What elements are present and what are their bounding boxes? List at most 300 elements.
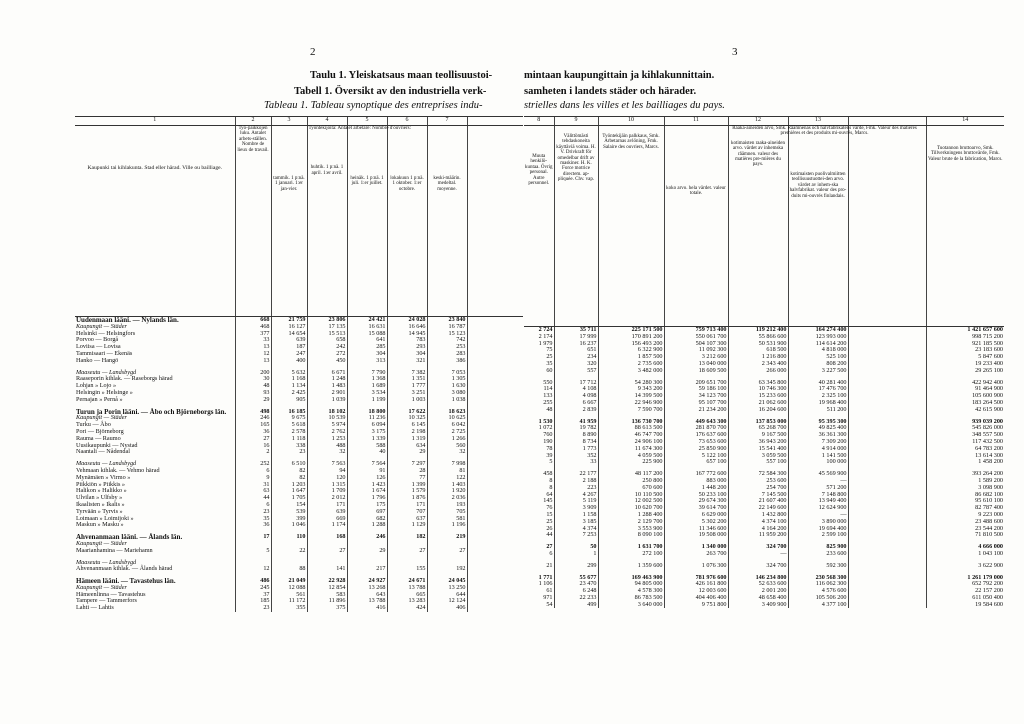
cell: 504 107 300 <box>664 341 728 348</box>
cell: 4 059 500 <box>598 453 664 460</box>
cell: 1 174 <box>307 522 347 529</box>
cell: 12 088 <box>271 585 307 592</box>
cell: 4 377 100 <box>788 602 848 609</box>
cell: 190 <box>543 437 553 445</box>
cell: 2 762 <box>307 429 347 436</box>
cell: 23 488 600 <box>926 519 1004 526</box>
cell: 10 325 <box>387 415 427 422</box>
cell: 77 <box>387 475 427 482</box>
cell: 3 534 <box>347 390 387 397</box>
cell: 123 993 000 <box>788 334 848 341</box>
cell: 119 212 400 <box>728 327 788 334</box>
cell: 23 544 200 <box>926 526 1004 533</box>
cell: 24 927 <box>347 578 387 585</box>
cell: 2 174 <box>538 332 553 340</box>
row-label: Hämeen lääni. — Tavastehus län. <box>76 577 176 586</box>
cell: 550 <box>543 378 553 386</box>
cell: 133 <box>543 392 553 400</box>
cell: 54 <box>546 600 553 608</box>
cell: 16 185 <box>271 409 307 416</box>
cell: 1 920 <box>427 488 467 495</box>
header-semi-domestic: kotimaisten puolivalmiitten teollisuustuottei-den arvo. värdet av inhem-ska halvfabrikat. valeur des pro-duits mi-ouvrés finlandais. <box>788 126 848 327</box>
cell: 71 810 500 <box>926 532 1004 539</box>
cell: 82 <box>271 468 307 475</box>
cell: 95 107 700 <box>664 400 728 407</box>
cell: 641 <box>347 337 387 344</box>
cell: 250 800 <box>598 478 664 485</box>
cell: 86 682 100 <box>926 492 1004 499</box>
row-label: Hämeenlinna — Tavastehus <box>76 590 146 598</box>
cell: 1 421 657 600 <box>926 327 1004 334</box>
row-label: Kaupungit — Städer <box>76 322 127 330</box>
cell: 6 <box>549 549 553 557</box>
cell: 22 233 <box>554 595 598 602</box>
cell: 1 118 <box>271 436 307 443</box>
row-label: Kaupungit — Städer <box>76 539 127 547</box>
cell: 1 <box>554 551 598 558</box>
cell: 95 395 300 <box>788 419 848 426</box>
cell: 1 248 <box>307 376 347 383</box>
cell: 5 632 <box>271 370 307 377</box>
left-header-row <box>75 126 523 317</box>
table-row <box>75 548 523 555</box>
cell: 169 463 900 <box>598 575 664 582</box>
cell: 1 647 <box>271 488 307 495</box>
cell: 55 677 <box>554 575 598 582</box>
cell: 3 553 900 <box>598 526 664 533</box>
cell: 11 236 <box>347 415 387 422</box>
cell: 13 268 <box>347 585 387 592</box>
cell: 6 094 <box>347 422 387 429</box>
cell: 39 <box>546 451 553 459</box>
cell: 9 <box>235 475 271 482</box>
cell: 63 345 800 <box>728 380 788 387</box>
cell: 682 <box>347 516 387 523</box>
cell: 458 <box>543 470 553 478</box>
cell: 4 576 600 <box>788 588 848 595</box>
cell: 7 253 <box>554 532 598 539</box>
title-fi-right: mintaan kaupungittain ja kihlakunnittain. <box>524 70 715 81</box>
cell: 171 <box>387 502 427 509</box>
cell: 263 700 <box>664 551 728 558</box>
cell: — <box>728 551 788 558</box>
cell: 95 610 100 <box>926 498 1004 505</box>
row-label: Loimaan » Loimijoki » <box>76 514 134 522</box>
cell: 2 129 700 <box>598 519 664 526</box>
cell: 175 <box>347 502 387 509</box>
cell: 63 <box>235 488 271 495</box>
cell: 10 625 <box>427 415 467 422</box>
cell: 145 <box>543 497 553 505</box>
page-number-right: 3 <box>732 46 738 58</box>
cell: 29 674 300 <box>664 498 728 505</box>
cell: 114 614 200 <box>788 341 848 348</box>
cell: 22 157 200 <box>926 588 1004 595</box>
cell: 4 666 000 <box>926 544 1004 551</box>
row-label: Tyrvään » Tyrvis » <box>76 507 123 515</box>
cell: 245 <box>235 585 271 592</box>
cell: 40 281 400 <box>788 380 848 387</box>
cell: 5 119 <box>554 498 598 505</box>
cell: 105 600 900 <box>926 393 1004 400</box>
cell: 32 <box>427 449 467 456</box>
cell: 705 <box>427 509 467 516</box>
cell: 32 <box>307 449 347 456</box>
cell: 760 <box>543 431 553 439</box>
cell: 22 928 <box>307 578 347 585</box>
cell: 24 045 <box>427 578 467 585</box>
cell: 242 <box>307 344 347 351</box>
cell: 1 043 100 <box>926 551 1004 558</box>
cell: 3 622 900 <box>926 563 1004 570</box>
cell: 971 <box>543 593 553 601</box>
cell: 7 382 <box>387 370 427 377</box>
cell: 422 942 400 <box>926 380 1004 387</box>
cell: 6 510 <box>271 461 307 468</box>
cell: 91 <box>347 468 387 475</box>
cell: 281 870 700 <box>664 425 728 432</box>
left-column-numbers: 1 2 3 4 5 6 7 <box>75 117 523 126</box>
cell: 7 790 <box>347 370 387 377</box>
cell: 120 <box>307 475 347 482</box>
cell: 1 423 <box>347 482 387 489</box>
cell: 44 <box>235 495 271 502</box>
cell: 171 <box>307 502 347 509</box>
cell: 5 847 600 <box>926 354 1004 361</box>
cell: 637 <box>387 516 427 523</box>
cell: 193 <box>427 502 467 509</box>
cell: 588 <box>347 443 387 450</box>
cell: 1 203 <box>271 482 307 489</box>
cell: 27 <box>307 548 347 555</box>
cell: 93 <box>235 390 271 397</box>
cell: 13 788 <box>387 585 427 592</box>
cell: 50 233 100 <box>664 492 728 499</box>
cell: 643 <box>347 592 387 599</box>
cell: 12 624 900 <box>788 505 848 512</box>
cell: 22 177 <box>554 471 598 478</box>
cell: 1 458 200 <box>926 459 1004 466</box>
cell: 375 <box>307 605 347 612</box>
cell: 246 <box>347 534 387 541</box>
cell: 54 280 300 <box>598 380 664 387</box>
row-label: Uusikaupunki — Nystad <box>76 441 138 449</box>
cell: 17 622 <box>387 409 427 416</box>
cell: 11 092 300 <box>664 347 728 354</box>
cell: 3 482 000 <box>598 368 664 375</box>
row-label: Loviisa — Lovisa <box>76 343 121 351</box>
cell: 545 826 000 <box>926 425 1004 432</box>
cell: 33 <box>235 337 271 344</box>
cell: 94 805 000 <box>598 581 664 588</box>
header-gross-value: Tuotannon bruttoarvo, Smk. Tillverkningens bruttovärde, Fmk. Valeur brute de la fabrication, Marcs. <box>926 126 1004 327</box>
cell: 2 001 200 <box>728 588 788 595</box>
cell: 4 818 000 <box>788 347 848 354</box>
cell: 825 900 <box>788 544 848 551</box>
cell: 141 <box>307 566 347 573</box>
cell: 1 141 500 <box>788 453 848 460</box>
cell: 939 039 200 <box>926 419 1004 426</box>
cell: 10 746 300 <box>728 386 788 393</box>
title-sv-right: samheten i landets städer och härader. <box>524 86 697 97</box>
cell: 313 <box>347 358 387 365</box>
cell: 1 072 <box>538 424 553 432</box>
cell: 13 <box>235 358 271 365</box>
cell: 23 470 <box>554 581 598 588</box>
header-raw-total: koko arvo. hela värdet. valeur totale. <box>664 126 728 327</box>
title-fr-left: Tableau 1. Tableau synoptique des entreprises indu- <box>264 100 483 111</box>
cell: 2 839 <box>554 407 598 414</box>
cell: 2 343 400 <box>728 361 788 368</box>
cell: 21 049 <box>271 578 307 585</box>
table-row <box>524 602 1004 609</box>
cell: 998 715 200 <box>926 334 1004 341</box>
table-row <box>75 358 523 365</box>
cell: 348 557 500 <box>926 432 1004 439</box>
cell: 27 <box>427 548 467 555</box>
cell: 9 223 000 <box>926 512 1004 519</box>
cell: 182 <box>387 534 427 541</box>
cell: 16 631 <box>347 324 387 331</box>
cell: 12 003 600 <box>664 588 728 595</box>
cell: 59 186 100 <box>664 386 728 393</box>
cell: 13 250 <box>427 585 467 592</box>
cell: 27 <box>387 548 427 555</box>
row-label: Turku — Åbo <box>76 421 111 429</box>
cell: 23 <box>271 449 307 456</box>
cell: 117 432 500 <box>926 439 1004 446</box>
cell: 7 053 <box>427 370 467 377</box>
cell: 1 689 <box>347 383 387 390</box>
cell: 272 100 <box>598 551 664 558</box>
cell: 15 <box>546 510 553 518</box>
cell: 2 325 100 <box>788 393 848 400</box>
cell: 16 127 <box>271 324 307 331</box>
header-raw-group: Raaka-aineiden arvo, Smk. Råämnenas och halvfabrikatens värde, Fmk. Valeur des matières premières et des produits mi-ouvrés, Marcs. <box>732 126 917 137</box>
cell: 2 599 100 <box>788 532 848 539</box>
header-jul: heinäk. 1 p:nä. 1 juli. 1:er juillet. <box>347 126 387 317</box>
table-row <box>75 522 523 529</box>
cell: 450 <box>307 358 347 365</box>
cell: 4 098 <box>554 393 598 400</box>
cell: 16 <box>235 443 271 450</box>
table-row <box>75 397 523 404</box>
cell: 17 135 <box>307 324 347 331</box>
cell: 266 000 <box>728 368 788 375</box>
cell: 73 653 600 <box>664 439 728 446</box>
cell: 11 959 200 <box>728 532 788 539</box>
row-label: Mynämäen » Virmo » <box>76 473 131 481</box>
cell: 50 <box>554 544 598 551</box>
cell: 1 399 <box>387 482 427 489</box>
cell: 7 145 500 <box>728 492 788 499</box>
cell: 255 <box>543 398 553 406</box>
cell: 12 854 <box>307 585 347 592</box>
cell: 156 493 200 <box>598 341 664 348</box>
header-apr: Työntekijöitä: Antalet arbetare: Nombre d'ouvriers: huhtik. 1 p:nä. 1 april. 1:er avril. <box>307 126 347 317</box>
cell: 29 265 100 <box>926 368 1004 375</box>
cell: 25 <box>546 353 553 361</box>
cell: 16 646 <box>387 324 427 331</box>
cell: 1 432 800 <box>728 512 788 519</box>
cell: 7 563 <box>307 461 347 468</box>
cell: 304 <box>347 351 387 358</box>
cell: 639 <box>307 509 347 516</box>
cell: 665 <box>387 592 427 599</box>
title-sv-left: Tabell 1. Översikt av den industriella verk- <box>294 86 487 97</box>
cell: 26 <box>546 524 553 532</box>
row-label: Rauma — Raumo <box>76 434 121 442</box>
cell: 36 943 200 <box>728 439 788 446</box>
cell: 1 773 <box>554 446 598 453</box>
cell: 11 896 <box>307 598 347 605</box>
cell: 60 <box>546 366 553 374</box>
cell: 400 <box>271 358 307 365</box>
cell: 299 <box>554 563 598 570</box>
cell: 539 <box>271 509 307 516</box>
cell: 28 <box>387 468 427 475</box>
right-header-row <box>524 126 1004 327</box>
cell: 12 002 500 <box>598 498 664 505</box>
cell: 5 <box>235 548 271 555</box>
cell: 670 600 <box>598 485 664 492</box>
cell: 324 700 <box>728 544 788 551</box>
right-table <box>524 116 1004 608</box>
cell: 14 945 <box>387 331 427 338</box>
cell: 82 787 400 <box>926 505 1004 512</box>
cell: 808 200 <box>788 361 848 368</box>
cell: 155 <box>387 566 427 573</box>
cell: 17 712 <box>554 380 598 387</box>
row-label: Turun ja Porin lääni. — Åbo och Björneborgs län. <box>76 407 227 416</box>
cell: 697 <box>347 509 387 516</box>
cell: 7 998 <box>427 461 467 468</box>
cell: 8 890 <box>554 432 598 439</box>
cell: 399 <box>271 516 307 523</box>
cell: 15 088 <box>347 331 387 338</box>
cell: 48 <box>546 405 553 413</box>
cell: 36 361 300 <box>788 432 848 439</box>
cell: 165 <box>235 422 271 429</box>
cell: 1 589 200 <box>926 478 1004 485</box>
cell: 377 <box>235 331 271 338</box>
cell: 1 857 500 <box>598 354 664 361</box>
cell: 9 167 500 <box>728 432 788 439</box>
cell: 1 631 700 <box>598 544 664 551</box>
cell: 22 <box>271 548 307 555</box>
cell: 35 <box>235 516 271 523</box>
cell: 23 840 <box>427 317 467 324</box>
cell: 2 188 <box>554 478 598 485</box>
cell: 3 640 000 <box>598 602 664 609</box>
cell: 86 783 500 <box>598 595 664 602</box>
row-label: Naantali — Nådendal <box>76 448 130 456</box>
cell: 8 734 <box>554 439 598 446</box>
row-label: Pernajan » Pernå » <box>76 395 123 403</box>
cell: 168 <box>307 534 347 541</box>
cell: 3 409 900 <box>728 602 788 609</box>
table-row <box>75 605 523 612</box>
cell: — <box>788 512 848 519</box>
cell: 634 <box>387 443 427 450</box>
cell: 126 <box>347 475 387 482</box>
cell: 1 106 <box>538 580 553 588</box>
table-row <box>524 459 1004 466</box>
cell: 22 149 600 <box>728 505 788 512</box>
cell: 406 <box>427 605 467 612</box>
row-label: Porvoo — Borgå <box>76 336 119 344</box>
cell: 668 <box>235 317 271 324</box>
cell: 11 674 300 <box>598 446 664 453</box>
cell: 355 <box>271 605 307 612</box>
cell: 1 340 000 <box>664 544 728 551</box>
cell: 557 <box>554 368 598 375</box>
cell: 23 183 600 <box>926 347 1004 354</box>
cell: 24 421 <box>347 317 387 324</box>
cell: 209 651 700 <box>664 380 728 387</box>
cell: 164 274 400 <box>788 327 848 334</box>
cell: 1 266 <box>427 436 467 443</box>
cell: 3 175 <box>347 429 387 436</box>
cell: 7 148 800 <box>788 492 848 499</box>
cell: 252 <box>235 461 271 468</box>
cell: 5 <box>549 458 553 466</box>
cell: 233 600 <box>788 551 848 558</box>
cell: 17 999 <box>554 334 598 341</box>
cell: 36 <box>235 429 271 436</box>
cell: 5 122 100 <box>664 453 728 460</box>
cell: 21 607 400 <box>728 498 788 505</box>
cell: 40 <box>347 449 387 456</box>
cell: 3 909 <box>554 505 598 512</box>
row-label: Ulvilan » Ulfsby » <box>76 494 123 502</box>
cell: 1 579 <box>387 488 427 495</box>
cell: 12 124 <box>427 598 467 605</box>
cell: 11 172 <box>271 598 307 605</box>
cell: 146 234 800 <box>728 575 788 582</box>
cell: 9 343 200 <box>598 386 664 393</box>
cell: 781 976 600 <box>664 575 728 582</box>
cell: 21 <box>546 561 553 569</box>
table-row <box>75 534 523 541</box>
cell: 561 <box>271 592 307 599</box>
cell: 293 <box>387 344 427 351</box>
cell: 1 168 <box>271 376 307 383</box>
row-label: Ikaalisten » Ikalis » <box>76 500 125 508</box>
cell: 247 <box>271 351 307 358</box>
cell: 657 100 <box>664 459 728 466</box>
cell: 16 787 <box>427 324 467 331</box>
cell: 176 637 600 <box>664 432 728 439</box>
row-label: Kaupungit — Städer <box>76 583 127 591</box>
cell: 6 248 <box>554 588 598 595</box>
cell: 1 253 <box>307 436 347 443</box>
header-horsepower: Välittömästi tehdaskoneita käyttäviä voima. H. V. Drivkraft för omedelbar drift av maskiner. H. K. Force motrice directem. ap-pliquée. Chv. vap. <box>554 126 598 327</box>
cell: 1 777 <box>387 383 427 390</box>
cell: 91 464 900 <box>926 386 1004 393</box>
cell: 4 164 200 <box>728 526 788 533</box>
cell: 3 227 500 <box>788 368 848 375</box>
row-label: Ahvenanmaan kihlak. — Ålands härad <box>76 565 173 573</box>
row-label: Halikon » Halikko » <box>76 487 127 495</box>
title-fi-left: Taulu 1. Yleiskatsaus maan teollisuustoi- <box>310 70 493 81</box>
cell: 10 110 500 <box>598 492 664 499</box>
header-raw-domestic: Raaka-aineiden arvo, Smk. Råämnenas och halvfabrikatens värde, Fmk. Valeur des matières premières et des produits mi-ouvrés, Marcs. kotimaisten raaka-aineiden arvo. värdet av inhemska råämnen. valeur des matières pre-mières du pays. <box>728 126 788 327</box>
cell: 48 117 200 <box>598 471 664 478</box>
cell: 19 694 400 <box>788 526 848 533</box>
cell: 18 623 <box>427 409 467 416</box>
row-label: Uudenmaan lääni. — Nylands län. <box>76 316 179 324</box>
